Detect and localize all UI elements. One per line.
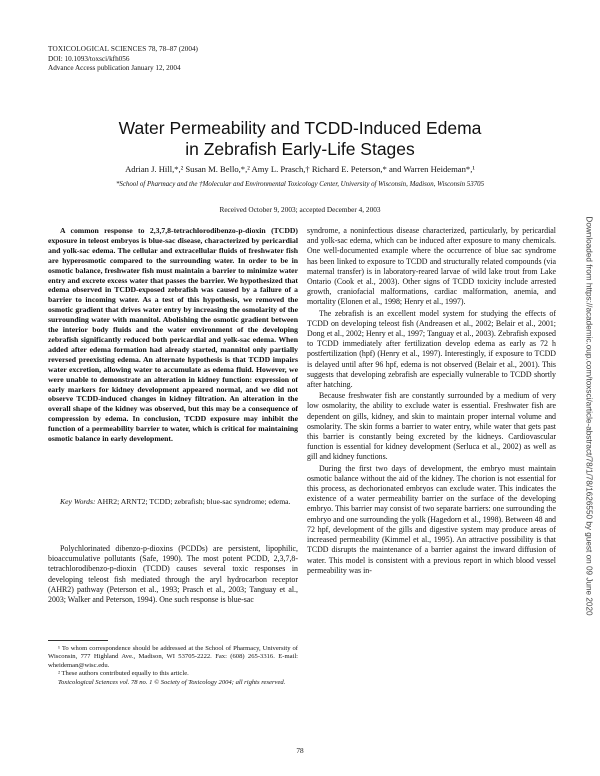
running-header <box>48 45 198 74</box>
keywords-label: Key Words: <box>60 497 96 506</box>
right-paragraph-4: During the first two days of development, the embryo must maintain osmotic balance without the aid of the kidney. The chorion is not essential for this process, as dechorionated embryos can exclude water. This indicates the existence of a water permeability barrier on the surface of the developing embryo. This barrier may consist of two separate barriers: one surrounding the embryo and one surrounding the yolk (Hagedorn et al., 1998). Between 48 and 72 hpf, development of the gills and digestive system may produce areas of increased permeability (Kimmel et al., 1995). An attractive possibility is that TCDD disrupts the maintenance of a barrier against the inward diffusion of water. This model is consistent with a previous report in which blood vessel permeability was in- <box>307 463 556 575</box>
download-watermark <box>584 216 594 616</box>
article-title <box>0 118 600 160</box>
advance-access: Advance Access publication January 12, 2004 <box>48 64 181 73</box>
title-line-1: Water Permeability and TCDD-Induced Edema <box>118 118 482 138</box>
abstract-text: A common response to 2,3,7,8-tetrachlorodibenzo-p-dioxin (TCDD) exposure in teleost embryos is blue-sac disease, characterized by pericardial and yolk-sac edema. The cellular and extracellular fluids of freshwater fish are hyperosmotic compared to the surrounding water. In order to be in osmotic balance, freshwater fish must maintain a barrier to minimize water entry and excrete excess water that passes the barrier. We hypothesized that edema observed in TCDD-exposed zebrafish was caused by a failure of a barrier to incoming water. As a test of this hypothesis, we removed the osmotic gradient that drives water entry by increasing the osmolarity of the surrounding water with mannitol. Abolishing the osmotic gradient between the interior body fluids and the water environment of the developing zebrafish significantly reduced both pericardial and yolk-sac edema. When added after edema formation had already started, mannitol only partially reversed preexisting edema. An alternate hypothesis is that TCDD impairs water excretion, allowing water to accumulate as edema fluid. However, we were unable to demonstrate an alteration in kidney function: expression of early markers for kidney development appeared normal, and we did not observe TCDD-induced changes in kidney filtration. An alteration in the overall shape of the kidney was observed, but this may be a consequence of compression by edema. In conclusion, TCDD exposure may inhibit the function of a permeability barrier to water, which is critical for maintaining osmotic balance in early development. <box>48 226 298 444</box>
footnote-equal-contribution: ² These authors contributed equally to this article. <box>58 670 189 678</box>
journal-name: TOXICOLOGICAL SCIENCES <box>48 45 147 53</box>
received-date: Received October 9, 2003; accepted December 4, 2003 <box>219 205 381 214</box>
doi: DOI: 10.1093/toxsci/kfh056 <box>48 54 130 63</box>
abstract <box>48 226 298 444</box>
title-line-2: in Zebrafish Early-Life Stages <box>185 139 415 159</box>
authors: Adrian J. Hill,*,² Susan M. Bello,*,² Amy L. Prasch,† Richard E. Peterson,* and Warren Heideman*,¹ <box>125 164 475 174</box>
introduction <box>48 544 298 605</box>
affiliation: *School of Pharmacy and the †Molecular and Environmental Toxicology Center, University of Wisconsin, Madison, Wisconsin 53705 <box>115 181 485 188</box>
download-watermark-text: Downloaded from https://academic.oup.com/toxsci/article-abstract/78/1/78/1626550 by guest on 09 June 2020 <box>584 216 594 616</box>
footnote-correspondence: ¹ To whom correspondence should be addressed at the School of Pharmacy, University of Wisconsin, 777 Highland Ave., Madison, WI 53705-2222. Fax: (608) 265-3316. E-mail: wheideman@wisc.edu. <box>48 645 298 669</box>
footnotes <box>48 645 298 687</box>
page-number: 78 <box>296 746 304 755</box>
right-paragraph-3: Because freshwater fish are constantly surrounded by a medium of very low osmolarity, the ability to exclude water is essential. Freshwater fish are dependent on gills, kidney, and skin to maintain proper internal volume and osmolarity. The skin forms a barrier to water entry, while water that gets past this barrier is constantly being excreted by the kidneys. Cardiovascular function is essential for kidney development (Serluca et al., 2002) as well as gill and kidney functions. <box>307 391 556 462</box>
footnote-rule <box>48 640 108 641</box>
volume-pages: 78, 78–87 (2004) <box>148 45 198 53</box>
keywords <box>48 497 298 507</box>
keywords-list: AHR2; ARNT2; TCDD; zebrafish; blue-sac syndrome; edema. <box>95 497 291 506</box>
footnote-citation: Toxicological Sciences vol. 78 no. 1 © Society of Toxicology 2004; all rights reserved. <box>58 678 286 686</box>
right-paragraph-1: syndrome, a noninfectious disease characterized, particularly, by pericardial and yolk-sac edema, which can be induced after exposure to many chemicals. One well-documented example where the occurrence of blue sac syndrome has been linked to exposure to TCDD and structurally related compounds (via maternal transfer) is in laboratory-reared larvae of wild lake trout from Lake Ontario (Cook et al., 2003). Other signs of TCDD toxicity include arrested growth, craniofacial malformations, cardiac malformation, anemia, and mortality (Elonen et al., 1998; Henry et al., 1997). <box>307 226 556 307</box>
intro-paragraph: Polychlorinated dibenzo-p-dioxins (PCDDs) are persistent, lipophilic, bioaccumulative pollutants (Safe, 1990). The most potent PCDD, 2,3,7,8-tetrachlorodibenzo-p-dioxin (TCDD) causes several toxic responses in developing teleost fish mediated through the aryl hydrocarbon receptor (AHR2) pathway (Peterson et al., 1993; Prasch et al., 2003; Tanguay et al., 2003; Walker and Peterson, 1994). One such response is blue-sac <box>48 544 298 605</box>
right-column <box>307 226 556 577</box>
right-paragraph-2: The zebrafish is an excellent model system for studying the effects of TCDD on developing teleost fish (Andreasen et al., 2002; Belair et al., 2001; Dong et al., 2002; Henry et al., 1997; Tanguay et al., 2003). Zebrafish exposed to TCDD immediately after fertilization develop edema as early as 72 h postfertilization (hpf) (Henry et al., 1997). Interestingly, if exposure to TCDD is delayed until after 96 hpf, edema is not observed (Belair et al., 2001). This suggests that developing zebrafish are especially vulnerable to TCDD shortly after hatching. <box>307 308 556 390</box>
